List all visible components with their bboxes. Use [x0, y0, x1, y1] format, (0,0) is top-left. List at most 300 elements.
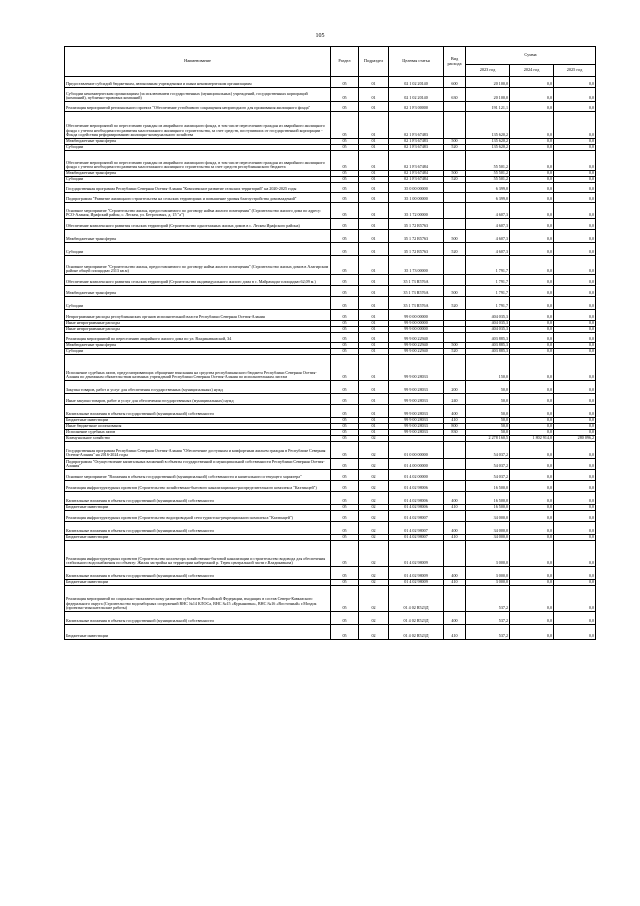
cell-sub: 02	[359, 535, 389, 541]
header-sum: Сумма	[466, 47, 596, 65]
cell-y3: 0,0	[554, 333, 596, 343]
table-row	[65, 522, 596, 535]
cell-tgt: 35 1 72 R5763	[389, 219, 444, 230]
cell-kind: 400	[444, 405, 466, 418]
cell-tgt: 99 9 00 28033	[389, 394, 444, 405]
cell-y1: 6 399,0	[466, 193, 510, 203]
cell-y1: 34 000,0	[466, 535, 510, 541]
cell-sec: 05	[331, 230, 359, 243]
cell-y2: 0,0	[510, 535, 554, 541]
cell-kind: 500	[444, 343, 466, 349]
cell-sec: 05	[331, 442, 359, 459]
cell-tgt: 02 1 02 20140	[389, 88, 444, 102]
table-row	[65, 481, 596, 492]
cell-sub: 01	[359, 286, 389, 297]
cell-y1: 55 501,2	[466, 177, 510, 183]
cell-y2: 0,0	[510, 327, 554, 333]
cell-y2: 0,0	[510, 102, 554, 112]
cell-y1: 54 037,2	[466, 442, 510, 459]
cell-name: Капитальные вложения в объекты государственной (муниципальной) собственности	[65, 522, 331, 535]
cell-tgt: 99 9 00 28033	[389, 424, 444, 430]
cell-y1: 50,0	[466, 430, 510, 436]
cell-y1: 1 791,7	[466, 297, 510, 310]
cell-sec: 05	[331, 541, 359, 567]
cell-tgt: 01 4 02 R523Д	[389, 612, 444, 625]
cell-y3: 0,0	[554, 394, 596, 405]
cell-y3: 0,0	[554, 256, 596, 275]
cell-y2: 0,0	[510, 88, 554, 102]
cell-y1: 6 399,0	[466, 183, 510, 193]
table-row	[65, 102, 596, 112]
cell-y2: 0,0	[510, 459, 554, 470]
header-name: Наименование	[65, 47, 331, 77]
cell-name: Субсидии	[65, 297, 331, 310]
cell-sec: 05	[331, 612, 359, 625]
cell-sec: 05	[331, 102, 359, 112]
header-year-2025: 2025 год	[554, 65, 596, 77]
cell-tgt: 35 0 00 00000	[389, 183, 444, 193]
cell-sec: 05	[331, 151, 359, 171]
table-row	[65, 333, 596, 343]
cell-y2: 0,0	[510, 243, 554, 256]
cell-kind: 200	[444, 381, 466, 394]
cell-y3: 0,0	[554, 297, 596, 310]
cell-sec: 05	[331, 394, 359, 405]
cell-sec: 05	[331, 256, 359, 275]
cell-y1: 20 100,0	[466, 77, 510, 88]
cell-y3: 0,0	[554, 580, 596, 586]
cell-sub: 02	[359, 567, 389, 580]
cell-y3: 0,0	[554, 171, 596, 177]
budget-table	[64, 46, 596, 640]
cell-sec: 05	[331, 77, 359, 88]
cell-y2: 0,0	[510, 586, 554, 612]
cell-name: Межбюджетные трансферты	[65, 139, 331, 145]
cell-kind	[444, 151, 466, 171]
cell-y1: 537,2	[466, 612, 510, 625]
cell-sub: 01	[359, 333, 389, 343]
cell-y3: 0,0	[554, 243, 596, 256]
cell-y3: 0,0	[554, 625, 596, 640]
cell-tgt: 02 1 F3 67484	[389, 171, 444, 177]
cell-y3: 0,0	[554, 586, 596, 612]
cell-tgt: 99 9 00 28033	[389, 381, 444, 394]
cell-sec: 05	[331, 535, 359, 541]
cell-y1: 4 607,3	[466, 203, 510, 219]
cell-name: Межбюджетные трансферты	[65, 343, 331, 349]
cell-kind	[444, 333, 466, 343]
cell-sub: 02	[359, 470, 389, 481]
cell-kind	[444, 541, 466, 567]
cell-kind	[444, 470, 466, 481]
cell-kind: 630	[444, 88, 466, 102]
cell-y3: 0,0	[554, 535, 596, 541]
cell-tgt: 99 9 00 28033	[389, 405, 444, 418]
cell-y1: 1 791,7	[466, 275, 510, 286]
cell-y1: 50,0	[466, 381, 510, 394]
cell-y1: 3 000,0	[466, 567, 510, 580]
cell-tgt: 99 9 00 22940	[389, 343, 444, 349]
cell-kind: 400	[444, 567, 466, 580]
cell-name: Основное мероприятие "Строительство жилья, предоставляемого по договору найма жилого помещения" (Строительство жилого дома по адресу: РСО-Алания, Ирафский район, с. Лескен, ул. Бетрозовых, д. 15 "а")	[65, 203, 331, 219]
cell-sub: 02	[359, 492, 389, 505]
cell-sub: 01	[359, 183, 389, 193]
cell-name: Иные непрограммные расходы	[65, 327, 331, 333]
table-row	[65, 183, 596, 193]
cell-kind: 520	[444, 243, 466, 256]
cell-y1: 537,2	[466, 586, 510, 612]
cell-tgt: 01 0 00 00000	[389, 442, 444, 459]
cell-sec: 05	[331, 321, 359, 327]
cell-y3: 0,0	[554, 349, 596, 355]
cell-sec: 05	[331, 586, 359, 612]
cell-name: Закупка товаров, работ и услуг для обеспечения государственных (муниципальных) нужд	[65, 381, 331, 394]
table-row	[65, 230, 596, 243]
cell-tgt: 99 9 00 28033	[389, 355, 444, 381]
cell-y1: 3 000,0	[466, 541, 510, 567]
cell-y1: 1 791,7	[466, 286, 510, 297]
cell-sub: 02	[359, 522, 389, 535]
table-row	[65, 381, 596, 394]
cell-name: Бюджетные инвестиции	[65, 505, 331, 511]
cell-sec: 05	[331, 424, 359, 430]
cell-sec: 05	[331, 481, 359, 492]
cell-sub: 01	[359, 177, 389, 183]
cell-sub: 02	[359, 580, 389, 586]
cell-y1: 4 607,3	[466, 243, 510, 256]
cell-tgt: 02 1 F3 67483	[389, 112, 444, 139]
cell-tgt: 99 9 00 00000	[389, 321, 444, 327]
cell-y1: 150,0	[466, 355, 510, 381]
cell-tgt: 01 4 02 98009	[389, 580, 444, 586]
cell-y1: 55 501,2	[466, 171, 510, 177]
cell-y2: 0,0	[510, 405, 554, 418]
header-year-2023: 2023 год	[466, 65, 510, 77]
cell-name: Подпрограмма "Осуществление капитальных вложений в объекты государственной и муниципальной собственности Республики Северная Осетия-Алания"	[65, 459, 331, 470]
cell-y2: 0,0	[510, 275, 554, 286]
cell-name: Обеспечение комплексного развития сельских территорий (Строительство индивидуального жилого дома в с. Майрамадаг площадью 62,09 м.)	[65, 275, 331, 286]
cell-sec: 05	[331, 177, 359, 183]
cell-name: Обеспечение комплексного развития сельских территорий (Строительство одноэтажных жилых домов в с. Лескен Ирафского района)	[65, 219, 331, 230]
cell-sub: 01	[359, 349, 389, 355]
cell-tgt: 01 4 02 98007	[389, 511, 444, 522]
cell-kind	[444, 442, 466, 459]
cell-y3: 0,0	[554, 405, 596, 418]
cell-name: Реализация мероприятий регионального проекта "Обеспечение устойчивого сокращения непригодного для проживания жилищного фонда"	[65, 102, 331, 112]
cell-sub: 01	[359, 203, 389, 219]
cell-kind	[444, 511, 466, 522]
cell-y1: 135 620,2	[466, 145, 510, 151]
cell-sec: 05	[331, 297, 359, 310]
cell-y2: 0,0	[510, 381, 554, 394]
cell-y2: 0,0	[510, 333, 554, 343]
cell-tgt: 01 4 02 R523Д	[389, 586, 444, 612]
cell-name: Субсидии	[65, 145, 331, 151]
cell-y1: 34 000,0	[466, 522, 510, 535]
cell-tgt: 01 4 02 00000	[389, 470, 444, 481]
cell-sub: 02	[359, 505, 389, 511]
cell-sub: 01	[359, 193, 389, 203]
cell-sec: 05	[331, 193, 359, 203]
cell-tgt: 01 4 02 98007	[389, 522, 444, 535]
cell-y3: 0,0	[554, 355, 596, 381]
cell-y1: 20 100,0	[466, 88, 510, 102]
table-row	[65, 151, 596, 171]
cell-sec: 05	[331, 459, 359, 470]
cell-y1: 50,0	[466, 394, 510, 405]
cell-kind	[444, 193, 466, 203]
cell-sec: 05	[331, 327, 359, 333]
cell-name: Капитальные вложения в объекты государственной (муниципальной) собственности	[65, 567, 331, 580]
cell-y2: 0,0	[510, 442, 554, 459]
cell-y2: 1 802 914,0	[510, 436, 554, 442]
cell-tgt: 99 9 00 28033	[389, 430, 444, 436]
cell-y3: 0,0	[554, 505, 596, 511]
cell-sec: 05	[331, 333, 359, 343]
cell-y1: 403 885,3	[466, 343, 510, 349]
cell-name: Непрограммные расходы республиканских органов исполнительной власти Республики Северная Осетия-Алания	[65, 310, 331, 321]
cell-sec: 05	[331, 470, 359, 481]
cell-tgt: 99 9 00 00000	[389, 327, 444, 333]
cell-sub: 01	[359, 112, 389, 139]
header-subsection: Подраздел	[359, 47, 389, 77]
cell-y1: 2 278 160,5	[466, 436, 510, 442]
cell-y3: 0,0	[554, 77, 596, 88]
cell-y2: 0,0	[510, 612, 554, 625]
cell-y1: 537,2	[466, 625, 510, 640]
cell-kind	[444, 203, 466, 219]
cell-sub: 01	[359, 405, 389, 418]
cell-y2: 0,0	[510, 394, 554, 405]
cell-tgt: 02 1 02 20140	[389, 77, 444, 88]
cell-y2: 0,0	[510, 171, 554, 177]
cell-y3: 0,0	[554, 343, 596, 349]
cell-y2: 0,0	[510, 567, 554, 580]
cell-sec: 05	[331, 203, 359, 219]
cell-y2: 0,0	[510, 112, 554, 139]
cell-name: Подпрограмма "Развитие жилищного строительства на сельских территориях и повышение уровня благоустройства домовладений"	[65, 193, 331, 203]
table-row	[65, 625, 596, 640]
table-row	[65, 219, 596, 230]
cell-y3: 0,0	[554, 511, 596, 522]
cell-name: Межбюджетные трансферты	[65, 171, 331, 177]
cell-sec: 05	[331, 88, 359, 102]
cell-y3: 0,0	[554, 102, 596, 112]
cell-y3: 0,0	[554, 424, 596, 430]
cell-y1: 403 885,3	[466, 349, 510, 355]
table-row	[65, 567, 596, 580]
page-number: 105	[315, 33, 325, 39]
cell-sub: 01	[359, 102, 389, 112]
cell-y2: 0,0	[510, 349, 554, 355]
cell-name: Государственная программа Республики Северная Осетия-Алания "Обеспечение доступным и комфортным жильем граждан в Республике Северная Осетия-Алания" на 2016-2024 годы	[65, 442, 331, 459]
cell-name: Обеспечение мероприятий по переселению граждан из аварийного жилищного фонда, в том числе переселению граждан из аварийного жилищного фонда с учетом необходимости развития малоэтажного жилищного строительства за счет средств республиканского бюджета	[65, 151, 331, 171]
cell-name: Исполнение судебных актов, предусматривающих обращение взыскания на средства республиканского бюджета Республики Северная Осетия-Алания по денежным обязательствам казенных учреждений Республики Северная Осетия-Алания по исполнительным листам	[65, 355, 331, 381]
cell-y1: 135 620,2	[466, 112, 510, 139]
cell-sub: 01	[359, 430, 389, 436]
cell-sec: 05	[331, 418, 359, 424]
cell-y3: 0,0	[554, 177, 596, 183]
cell-sub: 01	[359, 418, 389, 424]
cell-y1: 55 501,2	[466, 151, 510, 171]
cell-y2: 0,0	[510, 418, 554, 424]
cell-y2: 0,0	[510, 321, 554, 327]
cell-name: Иные закупки товаров, работ и услуг для обеспечения государственных (муниципальных) нужд	[65, 394, 331, 405]
cell-sub: 01	[359, 171, 389, 177]
cell-name: Субсидии	[65, 243, 331, 256]
cell-sec: 05	[331, 171, 359, 177]
cell-tgt: 01 4 02 98009	[389, 567, 444, 580]
cell-sub: 02	[359, 612, 389, 625]
cell-sub: 01	[359, 151, 389, 171]
cell-kind: 500	[444, 230, 466, 243]
cell-sec: 05	[331, 112, 359, 139]
table-row	[65, 243, 596, 256]
cell-tgt: 01 4 00 00000	[389, 459, 444, 470]
cell-sec: 05	[331, 275, 359, 286]
cell-name: Реализация инфраструктурных проектов (Строительство хозяйственно-бытового канализационно-распределительного комплекса "Кахтинцей")	[65, 481, 331, 492]
cell-sec: 05	[331, 343, 359, 349]
cell-y2: 0,0	[510, 139, 554, 145]
cell-tgt: 99 9 00 22940	[389, 333, 444, 343]
cell-tgt: 01 4 02 98006	[389, 492, 444, 505]
cell-y3: 0,0	[554, 310, 596, 321]
cell-kind: 410	[444, 580, 466, 586]
cell-y1: 4 607,3	[466, 230, 510, 243]
cell-y1: 54 037,2	[466, 459, 510, 470]
cell-y3: 0,0	[554, 442, 596, 459]
cell-kind: 520	[444, 297, 466, 310]
cell-sec: 05	[331, 625, 359, 640]
cell-name: Реализация мероприятий по переселению аварийного жилого дома по ул. Владикавказской, 34	[65, 333, 331, 343]
cell-tgt: 01 4 02 98007	[389, 535, 444, 541]
table-row	[65, 203, 596, 219]
cell-sec: 05	[331, 219, 359, 230]
cell-y1: 50,0	[466, 418, 510, 424]
cell-y1: 404 035,3	[466, 321, 510, 327]
cell-y3: 0,0	[554, 418, 596, 424]
cell-y2: 0,0	[510, 256, 554, 275]
cell-kind	[444, 112, 466, 139]
cell-kind: 410	[444, 418, 466, 424]
table-row	[65, 256, 596, 275]
cell-y3: 0,0	[554, 193, 596, 203]
table-row	[65, 405, 596, 418]
cell-y3: 280 096,2	[554, 436, 596, 442]
cell-y3: 0,0	[554, 459, 596, 470]
cell-y2: 0,0	[510, 522, 554, 535]
cell-kind: 410	[444, 535, 466, 541]
cell-name: Бюджетные инвестиции	[65, 535, 331, 541]
cell-sec: 05	[331, 430, 359, 436]
cell-y1: 54 037,2	[466, 470, 510, 481]
table-row	[65, 459, 596, 470]
cell-y3: 0,0	[554, 88, 596, 102]
table-row	[65, 586, 596, 612]
cell-sub: 01	[359, 297, 389, 310]
cell-sub: 02	[359, 436, 389, 442]
cell-sec: 05	[331, 243, 359, 256]
cell-y2: 0,0	[510, 492, 554, 505]
cell-sec: 05	[331, 286, 359, 297]
cell-name: Субсидии	[65, 177, 331, 183]
cell-sub: 01	[359, 355, 389, 381]
cell-tgt: 35 1 72 00000	[389, 203, 444, 219]
cell-tgt: 02 1 F3 00000	[389, 102, 444, 112]
table-row	[65, 275, 596, 286]
cell-tgt: 35 1 72 R5763	[389, 230, 444, 243]
cell-sec: 05	[331, 492, 359, 505]
cell-y1: 34 000,0	[466, 511, 510, 522]
cell-kind: 400	[444, 522, 466, 535]
cell-kind	[444, 459, 466, 470]
cell-y3: 0,0	[554, 112, 596, 139]
table-row	[65, 193, 596, 203]
cell-name: Капитальные вложения в объекты государственной (муниципальной) собственности	[65, 492, 331, 505]
cell-sub: 01	[359, 219, 389, 230]
cell-kind: 520	[444, 145, 466, 151]
cell-name: Реализация инфраструктурных проектов (Строительство коллектора хозяйственно-бытовой канализации и строительство водовода для обеспечения стабильного водоснабжения по объекту: Жилая застройка на территории набережной р. Терек центральной части г.Владикавказа)	[65, 541, 331, 567]
cell-sub: 01	[359, 145, 389, 151]
cell-name: Реализация мероприятий по социально-экономическому развитию субъектов Российской Федерации, входящих в состав Северо-Кавказского федерального округа (Строительство водозаборных сооружений ВНС №14 КЛОСа, ВНС №15 «Курьяновка», ВНС №16 «Восточный» г.Моздок (проектно-изыскательские работы)	[65, 586, 331, 612]
table-row	[65, 394, 596, 405]
cell-y1: 135 620,2	[466, 139, 510, 145]
cell-y3: 0,0	[554, 183, 596, 193]
cell-sub: 02	[359, 459, 389, 470]
cell-name: Обеспечение мероприятий по переселению граждан из аварийного жилищного фонда, в том числе переселению граждан из аварийного жилищного фонда с учетом необходимости развития малоэтажного жилищного строительства, за счет средств, поступивших от государственной корпорации - Фонда содействия реформированию жилищно-коммунального хозяйства	[65, 112, 331, 139]
cell-sec: 05	[331, 405, 359, 418]
cell-sub: 02	[359, 442, 389, 459]
cell-y1: 50,0	[466, 424, 510, 430]
cell-y2: 0,0	[510, 286, 554, 297]
cell-y3: 0,0	[554, 481, 596, 492]
cell-name: Межбюджетные трансферты	[65, 230, 331, 243]
cell-kind: 240	[444, 394, 466, 405]
cell-sec: 05	[331, 436, 359, 442]
cell-kind: 400	[444, 612, 466, 625]
cell-y3: 0,0	[554, 203, 596, 219]
table-row	[65, 612, 596, 625]
cell-name: Бюджетные инвестиции	[65, 625, 331, 640]
table-row	[65, 310, 596, 321]
table-row	[65, 541, 596, 567]
cell-y2: 0,0	[510, 343, 554, 349]
cell-y3: 0,0	[554, 470, 596, 481]
cell-kind: 830	[444, 430, 466, 436]
cell-kind	[444, 256, 466, 275]
table-row	[65, 88, 596, 102]
cell-tgt: 35 1 73 R576A	[389, 275, 444, 286]
cell-tgt: 35 1 73 R576A	[389, 297, 444, 310]
cell-kind	[444, 481, 466, 492]
cell-y3: 0,0	[554, 541, 596, 567]
cell-y2: 0,0	[510, 230, 554, 243]
cell-y2: 0,0	[510, 219, 554, 230]
cell-tgt: 02 1 F3 67483	[389, 139, 444, 145]
table-row	[65, 470, 596, 481]
cell-y3: 0,0	[554, 219, 596, 230]
cell-tgt: 01 4 02 98009	[389, 541, 444, 567]
cell-y2: 0,0	[510, 424, 554, 430]
cell-sub: 02	[359, 481, 389, 492]
table-row	[65, 492, 596, 505]
cell-sec: 05	[331, 381, 359, 394]
cell-sec: 05	[331, 567, 359, 580]
table-row	[65, 442, 596, 459]
cell-y1: 403 885,3	[466, 333, 510, 343]
cell-y1: 404 035,3	[466, 310, 510, 321]
cell-sub: 01	[359, 256, 389, 275]
